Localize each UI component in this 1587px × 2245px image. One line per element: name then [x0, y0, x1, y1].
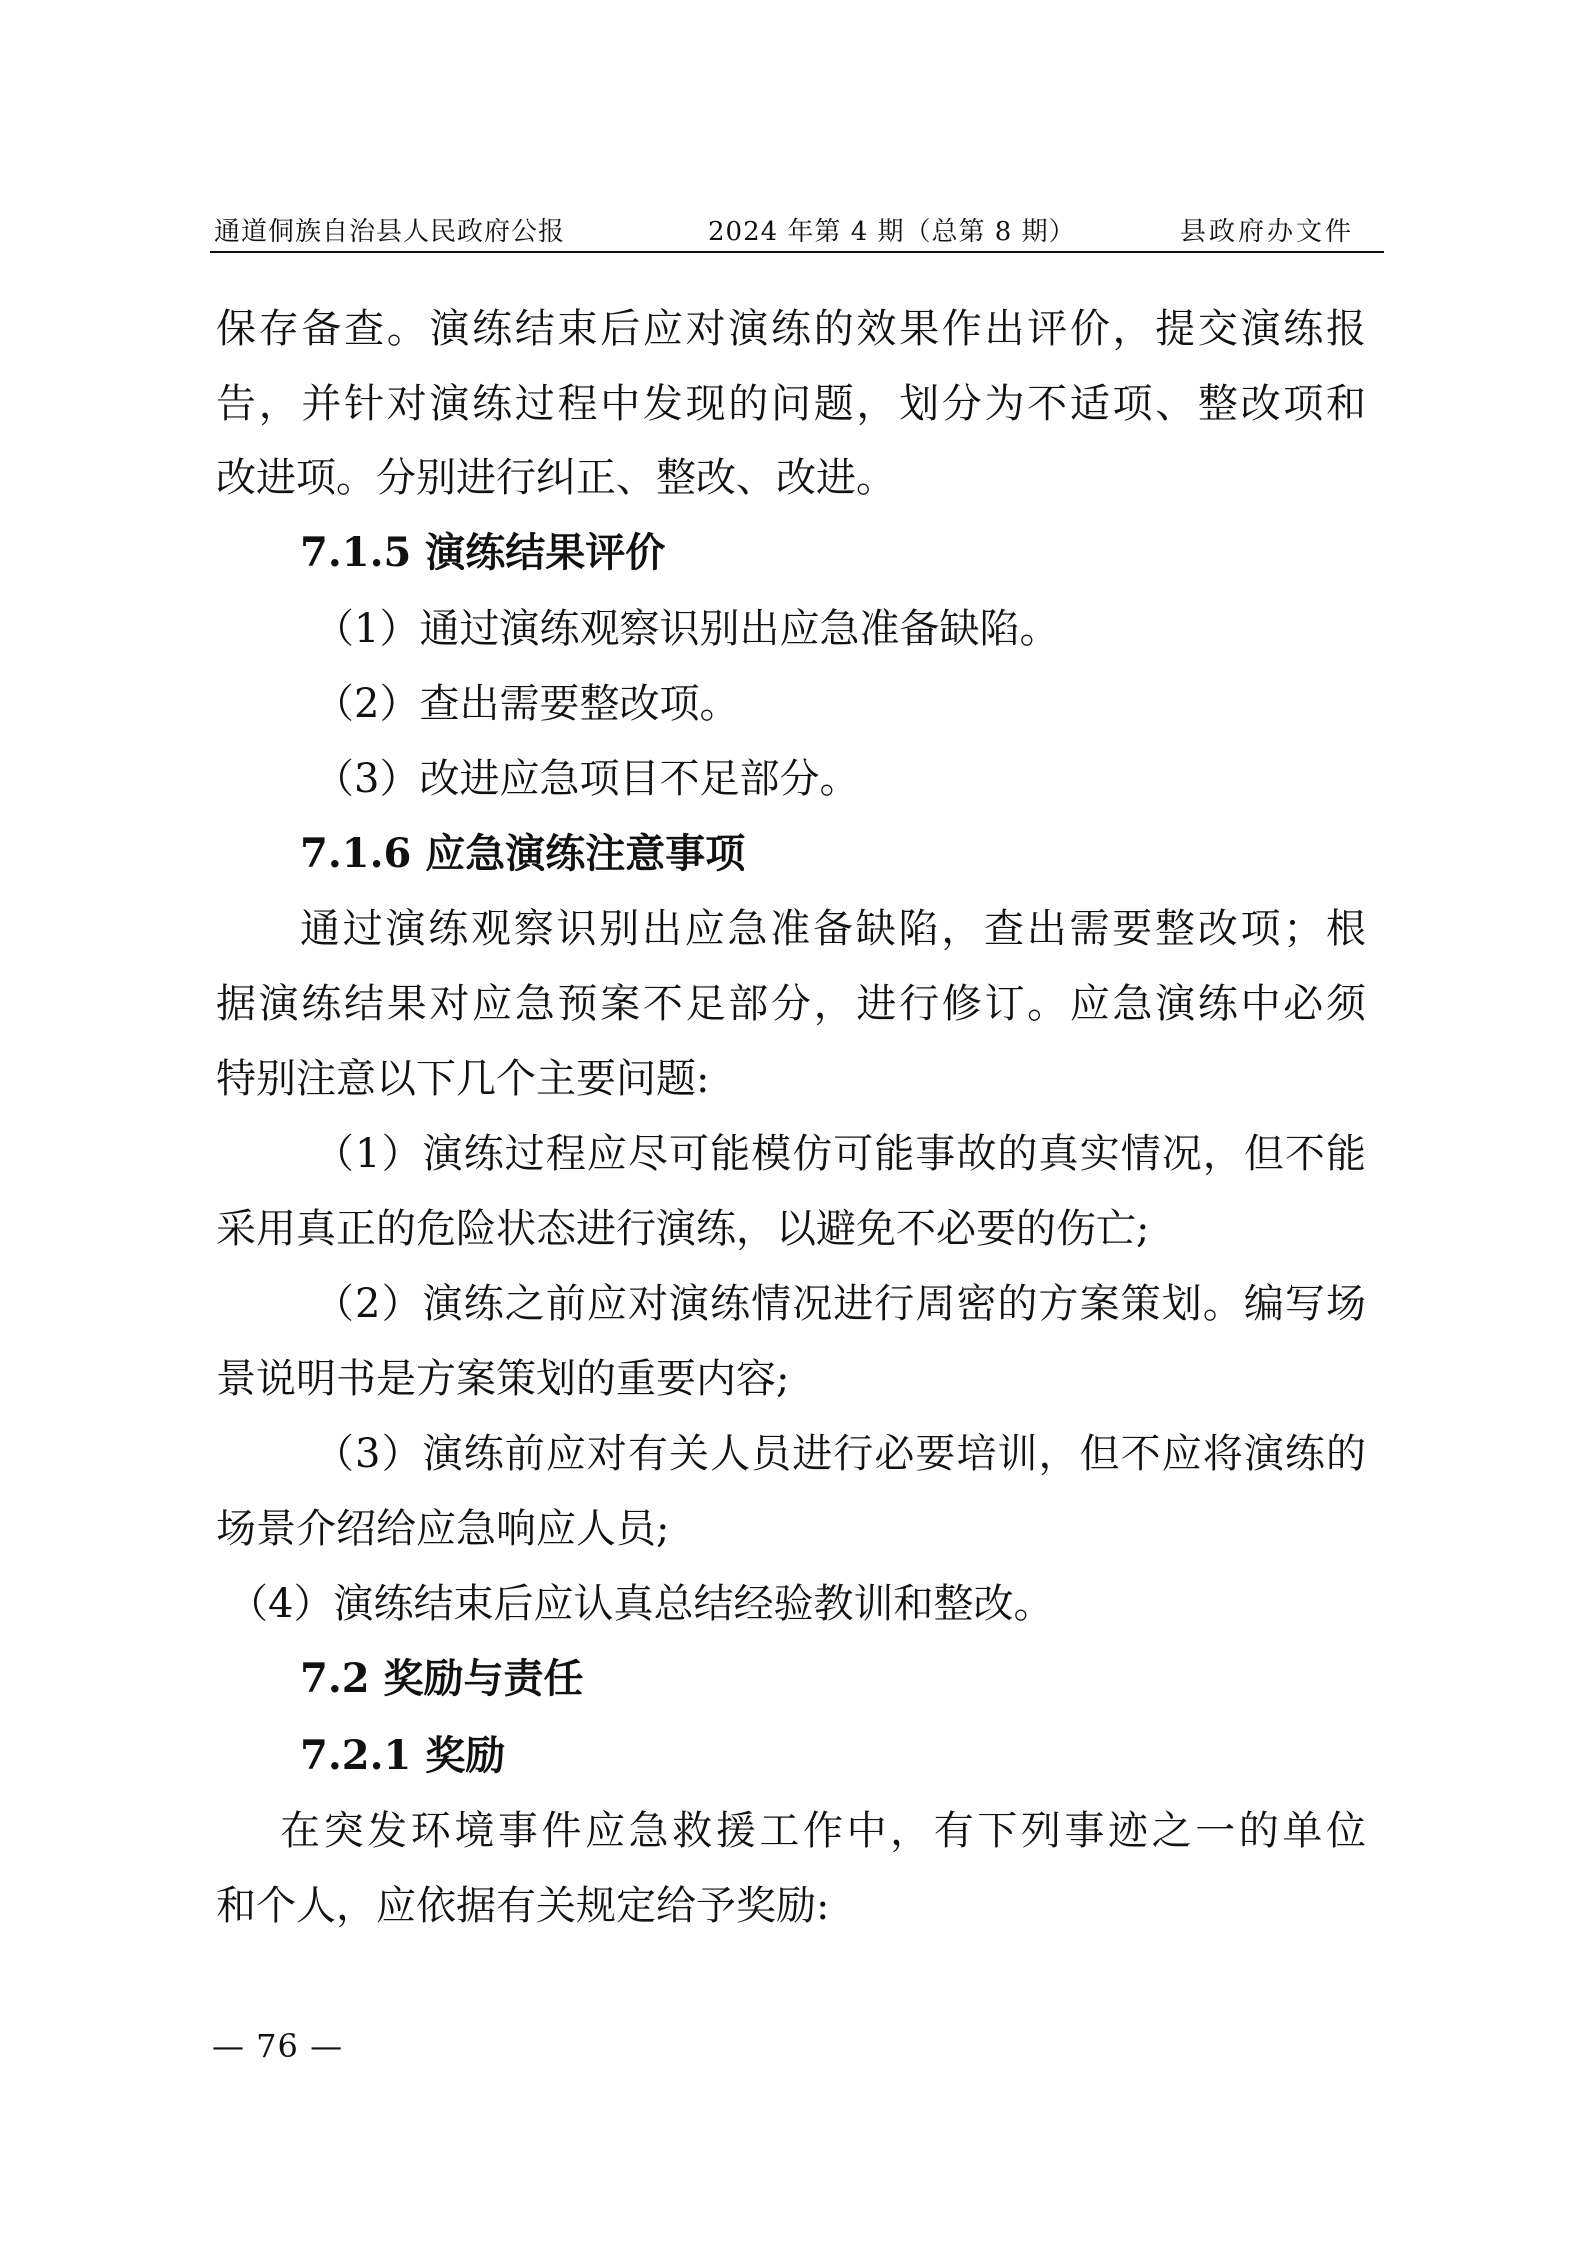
header-rule [210, 251, 1384, 253]
paragraph-line: 告，并针对演练过程中发现的问题，划分为不适项、整改项和 [216, 381, 1366, 427]
section-heading-7-1-5: 7.1.5 演练结果评价 [300, 529, 666, 576]
list-item: （1）演练过程应尽可能模仿可能事故的真实情况，但不能 [314, 1131, 1366, 1177]
issue-number: 2024 年第 4 期（总第 8 期） [708, 217, 1076, 247]
paragraph-line: 保存备查。演练结束后应对演练的效果作出评价，提交演练报 [216, 306, 1366, 352]
list-item-continuation: 景说明书是方案策划的重要内容; [216, 1356, 790, 1402]
section-heading-7-2-1: 7.2.1 奖励 [300, 1732, 506, 1779]
list-item: （1）通过演练观察识别出应急准备缺陷。 [314, 606, 1060, 652]
paragraph-line: 在突发环境事件应急救援工作中，有下列事迹之一的单位 [280, 1808, 1366, 1854]
document-category: 县政府办文件 [1179, 217, 1354, 247]
paragraph-line: 特别注意以下几个主要问题: [216, 1056, 710, 1102]
list-item-continuation: 采用真正的危险状态进行演练，以避免不必要的伤亡; [216, 1206, 1150, 1252]
list-item: （2）查出需要整改项。 [314, 681, 740, 727]
page-number: — 76 — [212, 2027, 344, 2065]
bulletin-title: 通道侗族自治县人民政府公报 [214, 217, 566, 247]
paragraph-line: 据演练结果对应急预案不足部分，进行修订。应急演练中必须 [216, 981, 1366, 1027]
paragraph-line: 和个人，应依据有关规定给予奖励: [216, 1883, 830, 1929]
section-heading-7-1-6: 7.1.6 应急演练注意事项 [300, 830, 746, 877]
list-item: （4）演练结束后应认真总结经验教训和整改。 [228, 1581, 1054, 1627]
list-item: （2）演练之前应对演练情况进行周密的方案策划。编写场 [314, 1281, 1366, 1327]
page-header [210, 212, 1380, 252]
paragraph-line: 改进项。分别进行纠正、整改、改进。 [216, 455, 896, 501]
section-heading-7-2: 7.2 奖励与责任 [300, 1655, 584, 1702]
list-item: （3）改进应急项目不足部分。 [314, 756, 860, 802]
paragraph-line: 通过演练观察识别出应急准备缺陷，查出需要整改项；根 [300, 906, 1366, 952]
list-item: （3）演练前应对有关人员进行必要培训，但不应将演练的 [314, 1431, 1366, 1477]
list-item-continuation: 场景介绍给应急响应人员; [216, 1506, 670, 1552]
